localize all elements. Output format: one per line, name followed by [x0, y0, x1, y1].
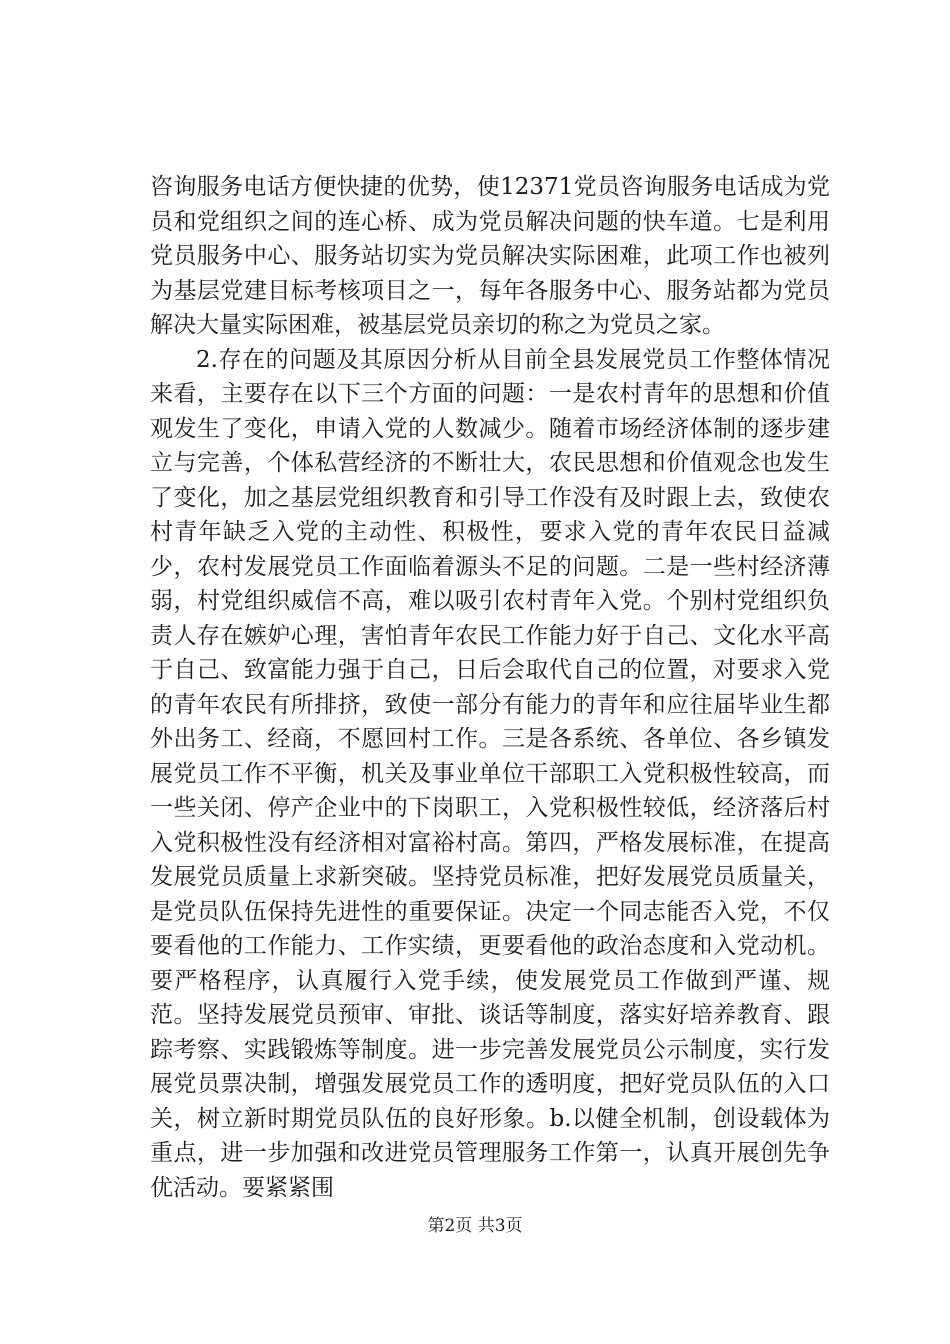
- paragraph-continued: 咨询服务电话方便快捷的优势，使12371党员咨询服务电话成为党员和党组织之间的连心桥、成为党员解决问题的快车道。七是利用党员服务中心、服务站切实为党员解决实际困难，此项工作也被列为基层党建目标考核项目之一，每年各服务中心、服务站都为党员解决大量实际困难，被基层党员亲切的称之为党员之家。: [150, 174, 830, 338]
- page-number-footer: 第2页 共3页: [427, 1216, 523, 1236]
- document-body: [150, 170, 830, 1205]
- paragraph-problems-analysis: 2.存在的问题及其原因分析从目前全县发展党员工作整体情况来看，主要存在以下三个方面的问题：一是农村青年的思想和价值观发生了变化，申请入党的人数减少。随着市场经济体制的逐步建立与完善，个体私营经济的不断壮大，农民思想和价值观念也发生了变化，加之基层党组织教育和引导工作没有及时跟上去，致使农村青年缺乏入党的主动性、积极性，要求入党的青年农民日益减少，农村发展党员工作面临着源头不足的问题。二是一些村经济薄弱，村党组织威信不高，难以吸引农村青年入党。个别村党组织负责人存在嫉妒心理，害怕青年农民工作能力好于自己、文化水平高于自己、致富能力强于自己，日后会取代自己的位置，对要求入党的青年农民有所排挤，致使一部分有能力的青年和应往届毕业生都外出务工、经商，不愿回村工作。三是各系统、各单位、各乡镇发展党员工作不平衡，机关及事业单位干部职工入党积极性较高，而一些关闭、停产企业中的下岗职工，入党积极性较低，经济落后村入党积极性没有经济相对富裕村高。第四，严格发展标准，在提高发展党员质量上求新突破。坚持党员标准，把好发展党员质量关，是党员队伍保持先进性的重要保证。决定一个同志能否入党，不仅要看他的工作能力、工作实绩，更要看他的政治态度和入党动机。要严格程序，认真履行入党手续，使发展党员工作做到严谨、规范。坚持发展党员预审、审批、谈话等制度，落实好培养教育、跟踪考察、实践锻炼等制度。进一步完善发展党员公示制度，实行发展党员票决制，增强发展党员工作的透明度，把好党员队伍的入口关，树立新时期党员队伍的良好形象。b.以健全机制，创设载体为重点，进一步加强和改进党员管理服务工作第一，认真开展创先争优活动。要紧紧围: [150, 346, 830, 1201]
